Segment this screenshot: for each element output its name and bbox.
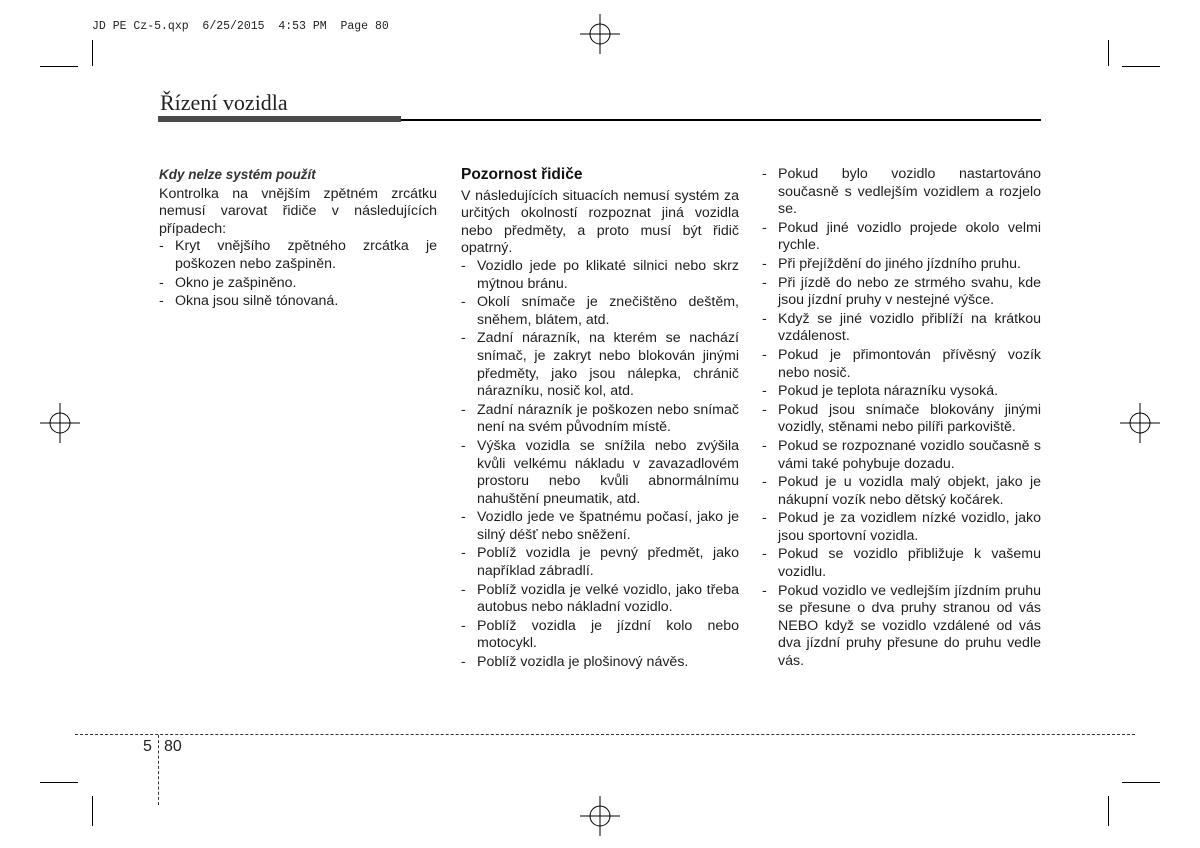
- list-item: - Pokud se vozidlo přibližuje k vašemu vozidlu.: [762, 546, 1041, 581]
- section-heading: Pozornost řidiče: [461, 166, 583, 183]
- crop-mark: [92, 796, 93, 826]
- list-item: - Zadní nárazník je poškozen nebo snímač není na svém původním místě.: [461, 401, 739, 436]
- page-number: 80: [164, 738, 182, 755]
- list-item: - Okolí snímače je znečištěno deštěm, sněhem, blátem, atd.: [461, 294, 739, 328]
- bullet-list: [461, 258, 739, 672]
- registration-mark-icon: [1120, 403, 1160, 443]
- list-item: - Pokud bylo vozidlo nastartováno současně s vedlejším vozidlem a rozjelo se.: [762, 166, 1041, 218]
- list-item: - Zadní nárazník, na kterém se nachází snímač, je zakryt nebo blokován jinými předměty, jako jsou nálepka, chránič nárazníku, nosič kol, atd.: [461, 330, 739, 400]
- column-left: [159, 166, 437, 312]
- list-item: - Okna jsou silně tónovaná.: [159, 293, 339, 310]
- list-item: - Poblíž vozidla je plošinový návěs.: [461, 654, 689, 671]
- crop-mark: [1108, 796, 1109, 826]
- crop-mark: [40, 782, 78, 783]
- list-item: - Výška vozidla se snížila nebo zvýšila kvůli velkému nákladu v zavazadlovém prostoru nebo kvůli abnormálnímu nahuštění pneumatik, atd.: [461, 437, 739, 507]
- list-item: - Při přejíždění do jiného jízdního pruhu.: [762, 255, 1021, 272]
- print-slug: JD PE Cz-5.qxp 6/25/2015 4:53 PM Page 80: [92, 20, 389, 33]
- crop-mark: [1122, 66, 1160, 67]
- crop-mark: [1108, 40, 1109, 66]
- registration-mark-icon: [580, 14, 620, 54]
- footer-divider: [158, 735, 159, 805]
- registration-mark-icon: [580, 796, 620, 836]
- list-item: - Pokud je teplota nárazníku vysoká.: [762, 383, 999, 400]
- list-item: - Kryt vnějšího zpětného zrcátka je poškozen nebo zašpiněn.: [159, 238, 437, 272]
- list-item: - Vozidlo jede ve špatnému počasí, jako je silný déšť nebo sněžení.: [461, 509, 739, 543]
- list-item: - Pokud vozidlo ve vedlejším jízdním pruhu se přesune o dva pruhy stranou od vás NEBO když se vozidlo vzdálené od vás dva jízdní pruhy přesune do pruhu vedle vás.: [762, 582, 1041, 670]
- bullet-list: [159, 238, 437, 310]
- list-item: - Pokud je za vozidlem nízké vozidlo, jako jsou sportovní vozidla.: [762, 510, 1041, 544]
- list-item: - Pokud se rozpoznané vozidlo současně s vámi také pohybuje dozadu.: [762, 437, 1041, 472]
- list-item: - Pokud jiné vozidlo projede okolo velmi rychle.: [762, 219, 1041, 254]
- list-item: - Když se jiné vozidlo přiblíží na krátkou vzdálenost.: [762, 310, 1041, 345]
- list-item: - Při jízdě do nebo ze strmého svahu, kde jsou jízdní pruhy v nestejné výšce.: [762, 274, 1041, 309]
- column-middle: [461, 166, 739, 673]
- paragraph: Kontrolka na vnějším zpětném zrcátku nemusí varovat řidiče v následujících případech:: [159, 185, 437, 237]
- crop-mark: [40, 66, 78, 67]
- list-item: - Poblíž vozidla je pevný předmět, jako například zábradlí.: [461, 545, 739, 580]
- bullet-list: [762, 166, 1041, 671]
- title-rule: [401, 119, 1041, 121]
- list-item: - Pokud je u vozidla malý objekt, jako je nákupní vozík nebo dětský kočárek.: [762, 474, 1041, 508]
- section-subheading: Kdy nelze systém použít: [159, 167, 316, 182]
- crop-mark: [1122, 782, 1160, 783]
- list-item: - Vozidlo jede po klikaté silnici nebo skrz mýtnou bránu.: [461, 257, 739, 292]
- list-item: - Poblíž vozidla je jízdní kolo nebo motocykl.: [461, 617, 739, 652]
- list-item: - Pokud jsou snímače blokovány jinými vozidly, stěnami nebo pilíři parkoviště.: [762, 401, 1041, 436]
- list-item: - Okno je zašpiněno.: [159, 274, 297, 291]
- list-item: - Poblíž vozidla je velké vozidlo, jako třeba autobus nebo nákladní vozidlo.: [461, 581, 739, 616]
- list-item: - Pokud je přimontován přívěsný vozík nebo nosič.: [762, 346, 1041, 381]
- column-right: [762, 166, 1041, 672]
- paragraph: V následujících situacích nemusí systém za určitých okolností rozpoznat jiná vozidla nebo předměty, a proto musí být řidič opatrný.: [461, 187, 739, 257]
- page-title: Řízení vozidla: [160, 90, 288, 115]
- chapter-number: 5: [143, 738, 152, 755]
- registration-mark-icon: [40, 403, 80, 443]
- crop-mark: [92, 40, 93, 66]
- footer-rule: [75, 734, 1135, 735]
- title-bar: [158, 116, 401, 122]
